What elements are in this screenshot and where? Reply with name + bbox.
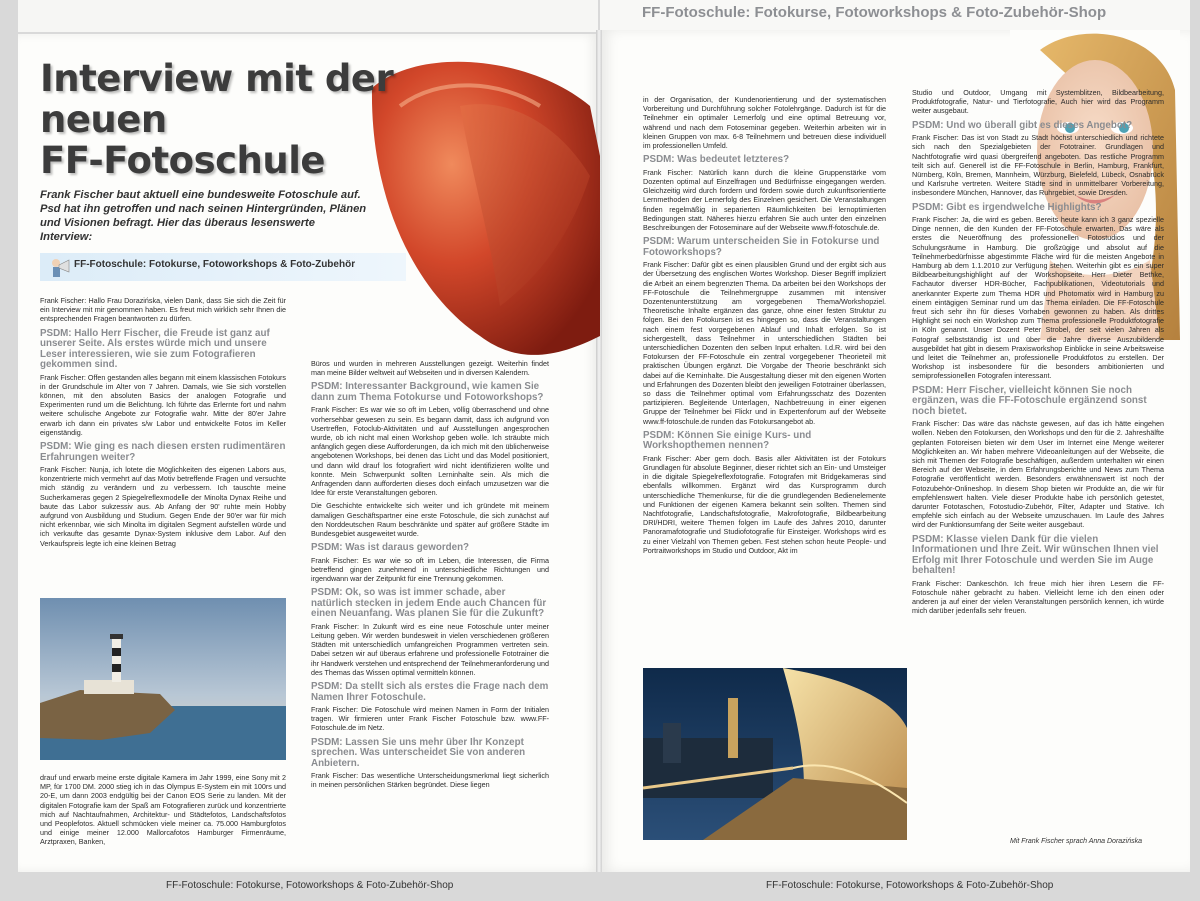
question-heading: PSDM: Können Sie einige Kurs- und Workshopthemen nennen? bbox=[643, 429, 812, 452]
question-heading: PSDM: Hallo Herr Fischer, die Freude ist ganz auf unserer Seite. Als erstes würde mich und unsere Leser interessieren, wie sie zum Fotografieren gekommen sind. bbox=[40, 327, 270, 371]
answer-paragraph: Büros und wurden in mehreren Ausstellungen gezeigt. Weiterhin findet man meine Bilder weltweit auf Webseiten und in diversen Kalendern. bbox=[311, 359, 549, 378]
column-3 bbox=[643, 95, 886, 665]
answer-paragraph: Frank Fischer: Es war wie so oft im Leben, die Interessen, die Firma betreffend gingen zunehmend in unterschiedliche Richtungen und irgendwann war der Zeitpunkt für eine Trennung gekommen. bbox=[311, 555, 549, 584]
question-heading: PSDM: Warum unterscheiden Sie in Fotokurse und Fotoworkshops? bbox=[643, 236, 880, 258]
column-4 bbox=[912, 88, 1164, 833]
question-heading: PSDM: Da stellt sich als erstes die Frage nach dem Namen Ihrer Fotoschule. bbox=[311, 681, 549, 703]
answer-paragraph: Studio und Outdoor, Umgang mit Systemblitzen, Bildbearbeitung, Produktfotografie, Natur- und Tierfotografie, Auch hier wird das Programm weiter ausgebaut. bbox=[912, 88, 1164, 116]
title-line-1: Interview mit der neuen bbox=[40, 57, 394, 141]
lighthouse-coast-photo bbox=[40, 598, 286, 760]
column-1-continued bbox=[40, 773, 286, 865]
question-heading: PSDM: Wie ging es nach diesen ersten rudimentären Erfahrungen weiter? bbox=[40, 441, 286, 463]
answer-paragraph: Frank Fischer: Offen gestanden alles begann mit einem klassischen Fotokurs in der Grundschule im Alter von 7 Jahren. Damals, wie Sie sich vorstellen können, mit den absoluten Basics der analogen Fotografie und Experimenten rund um die Belichtung. Ich führte das Erlernte fort und nahm weitere schulische Angebote zur Fotografie wahr. Mitte der 80'er Jahre erwarb ich dann ein privates s/w Labor und entwickelte Fotos im Keller eigenständig. bbox=[40, 372, 286, 437]
question-heading: PSDM: Und wo überall gibt es dieses Angebot? bbox=[912, 119, 1133, 131]
answer-paragraph: Frank Fischer: Dankeschön. Ich freue mich hier ihren Lesern die FF-Fotoschule näher gebracht zu haben. Vielleicht lerne ich den einen oder anderen ja auf einer der vielen Veranstaltungen persönlich kennen, ich würde mich darüber jedenfalls sehr freuen. bbox=[912, 578, 1164, 616]
answer-paragraph: Frank Fischer: Nunja, ich lotete die Möglichkeiten des eigenen Labors aus, konzentrierte mich vermehrt auf das Motiv betreffende Fragen und versuchte mich ständig zu verändern und zu verbessern. Ich tauschte meine Sucherkameras gegen 2 Spiegelreflexmodelle der Minolta Dynax Reihe und baute das Labor sukzessiv aus. Ab Anfang der 90' ruhte mein Hobby aufgrund von Ausbildung und Studium. Gegen Ende der 90'er war für mich nicht erkennbar, wie sich Minolta im digitalen Segment aufstellen würde und ich verkaufte das gesamte Dynax-System inklusive dem Labor. Auf den Verkaufspreis legte ich eine kleinen Betrag bbox=[40, 465, 286, 548]
night-bridge-photo bbox=[643, 668, 907, 840]
question-heading: PSDM: Ok, so was ist immer schade, aber natürlich stecken in jedem Ende auch Chancen für einen Neuanfang. Was planen Sie für die Zukunft? bbox=[311, 587, 547, 620]
intro-text: Frank Fischer baut aktuell eine bundesweite Fotoschule auf. Psd hat ihn getroffen und nach seinen Hintergründen, Plänen und Visionen befragt. Hier das überaus lesenswerte Interview: bbox=[40, 189, 367, 243]
running-head: FF-Fotoschule: Fotokurse, Fotoworkshops & Foto-Zubehör-Shop bbox=[642, 4, 1107, 21]
footer-right: FF-Fotoschule: Fotokurse, Fotoworkshops & Foto-Zubehör-Shop bbox=[766, 880, 1054, 891]
answer-paragraph: Frank Fischer: Das wäre das nächste gewesen, auf das ich hätte eingehen wollen. Neben den Fotokursen, den Workshops und den für die 2. Jahreshälfte geplanten Fotoreisen bieten wir dem User im Internet eine Menge weiterer Möglichkeiten an. Wir haben mehrere Videoanleitungen auf der Webseite, die sich mit Themen der Fotografie beschäftigen, außerdem unterhalten wir einen Bereich auf der Webseite, in dem Erfahrungsberichte und News zum Thema Fotografie veröffentlicht werden. Besonders erwähnenswert ist noch der Fotozubehör-Onlineshop. In diesem Shop bieten wir Produkte an, die wir für empfehlenswert halten. Viele dieser Produkte habe ich persönlich getestet, darunter Fototaschen, Fotostudio-Zubehör, Filter, Adapter und Stative. Ich empfehle sich einfach au der Webseite umzuschauen. Im Laufe des Jahres wird der Funktionsumfang der Seite weiter ausgebaut. bbox=[912, 419, 1164, 530]
question-heading: PSDM: Was bedeutet letzteres? bbox=[643, 154, 790, 166]
question-heading: PSDM: Was ist daraus geworden? bbox=[311, 542, 470, 554]
megaphone-icon bbox=[48, 255, 72, 279]
answer-paragraph: Frank Fischer: Natürlich kann durch die kleine Gruppenstärke vom Dozenten optimal auf Einzelfragen und Bedürfnisse eingegangen werden. Gleichzeitig wird durch fordern und fördern sowie durch zukunftsorientierte Lernmethoden der Lernerfolg des Einzelnen gesichert. Die Veranstaltungen finden regelmäßig in separierten Räumlichkeiten bei lernoptimierten Bedingungen statt. Näheres hierzu erfahren Sie auch unter den einzelnen Beschreibungen der Fotoseminare auf der Webseite www.ff-fotoschule.de. bbox=[643, 167, 886, 232]
page-title bbox=[40, 58, 460, 181]
answer-paragraph: Frank Fischer: Es war wie so oft im Leben, völlig überraschend und ohne vorhersehbar gewesen zu sein. Es begann damit, dass ich aufgrund von Usertreffen, Fotoclub-Aktivitäten und auf Ausstellungen angesprochen wurde, ob ich nicht mal einen Workshop geben wolle. Ich sträubte mich anfänglich gegen diese Aufforderungen, da ich mich mit den üblicherweise angebotenen Workshops, bei denen das Licht und das Model positioniert, und dann wild drauf los fotografiert wird nicht identifizieren wollte und konnte. Mein Schwerpunkt sollten Lerninhalte sein. Als mich die Anfragenden dann aufforderten dieses doch einfach umzusetzen war die Idee für erste Veranstaltungen geboren. bbox=[311, 405, 549, 498]
column-2 bbox=[311, 359, 549, 867]
answer-paragraph: Frank Fischer: Dafür gibt es einen plausiblen Grund und der ergibt sich aus der Übersetzung des englischen Wortes Workshop. Dieser Begriff impliziert die Arbeit an einem begrenzten Thema. Da arbeiten bei den Workshops der FF-Fotoschule die Teilnehmergruppe zusammen mit intensiver Dozentenunterstützung am vorgegebenen Thema/Workshopziel. Theoretische Inhalte ergänzen das ganze, ohne einer festen Struktur zu folgen. Bei den Fotokursen ist es hingegen so, dass die Veranstaltungen nach einem fest vorgegebenen Ablauf und Inhalt erfolgen. So ist sichergestellt, dass Teilnehmer in unterschiedlichen Städten bei unterschiedlichen Dozenten den selben Input erhalten. I.d.R. wird bei den Fotokursen der FF-Fotoschule ein zentral vorgegebener Theorieteil mit praktischen Übungen ergänzt. Die Vorgabe der Theorie beschränkt sich dabei auf die Kerninhalte. Die Ausgestaltung dieser mit den eigenen Worten und Erfahrungen des Dozenten bleibt den jeweiligen Fototrainer überlassen, so dass die Teilnehmer optimal vom Erfahrungsschatz des Dozenten partizipieren. Begleitende Unterlagen, Nachbetreuung in einer eigenen Gruppe der Teilnehmer bei Flickr und in Expertenforum auf der Webseite www.ff-fotoschule.de runden das Fotokursangebot ab. bbox=[643, 260, 886, 426]
answer-paragraph: Frank Fischer: Das wesentliche Unterscheidungsmerkmal liegt sicherlich in meinen persönlichen Stärken begründet. Diese liegen bbox=[311, 771, 549, 790]
question-heading: PSDM: Herr Fischer, vielleicht können Sie noch ergänzen, was die FF-Fotoschule ergänzend sonst noch bietet. bbox=[912, 384, 1147, 417]
answer-paragraph: in der Organisation, der Kundenorientierung und der systematischen Vorbereitung und Durchführung solcher Fotolehrgänge. Dadurch ist für die Teilnehmer ein optimaler Lernerfolg und eine optimal Betreuung vor, während und nach dem Fotoseminar gegeben. Weiterhin arbeiten wir in kleinen Gruppen von max. 6-8 Teilnehmern und betreuen diese individuell im professionellen Umfeld. bbox=[643, 95, 886, 151]
top-strip-left bbox=[18, 0, 598, 32]
title-line-2: FF-Fotoschule bbox=[40, 139, 325, 182]
footer-left: FF-Fotoschule: Fotokurse, Fotoworkshops & Foto-Zubehör-Shop bbox=[166, 880, 454, 891]
interview-paragraph: Frank Fischer: Hallo Frau Dorazińska, vielen Dank, dass Sie sich die Zeit für ein Interview mit mir genommen haben. Es freut mich wirklich sehr Ihnen die entsprechenden Fragen beantworten zu dürfen. bbox=[40, 296, 286, 324]
answer-paragraph: Frank Fischer: Ja, die wird es geben. Bereits heute kann ich 3 ganz spezielle Dinge nennen, die den Kunden der FF-Fotoschule erwarten. Das wäre als erstes die Neueröffnung des professionellen Fotostudios und der Schulungsräume in Hamburg. Die großzügige und absolut auf die Teilnehmerbedürfnisse abgestimmte Fläche wird für die meisten Angebote in Hamburg ab dem 1.1.2010 zur Verfügung stehen. Weiterhin gibt es ein super Bildbearbeitungshighlight auf der Workshopseite. Herr Dieter Bethke, Fachautor diverser HDR-Bücher, Fachpublikationen, Videotutorials und anerkannter Experte zum Thema HDR und Photomatix wird in Hamburg zu einem eintägigen Seminar rund um das Thema einladen. Die FF-Fotoschule freut sich sehr ihn für dieses Vorhaben gewonnen zu haben. Als drittes Highlight sei noch ein Workshop zum Thema professionelle Produktfotografie in Köln genannt. Unser Dozent Peter Strobel, der seit vielen Jahren als Fotograf selbstständig ist und über die Jahre diverse Auszubildende ausgebildet hat gibt in diesem Praxisworkshop Einblicke in seine Arbeitsweise und leitet die Teilnehmer an, professionelle Produktfotos zu erstellen. Der Workshop ist insbesondere für die besonders ambitionierten und semiprofessionellen Fotografen interessant. bbox=[912, 215, 1164, 381]
banner-text: FF-Fotoschule: Fotokurse, Fotoworkshops & Foto-Zubehör bbox=[74, 259, 356, 270]
question-heading: PSDM: Gibt es irgendwelche Highlights? bbox=[912, 201, 1102, 213]
answer-paragraph: Frank Fischer: Das ist von Stadt zu Stadt höchst unterschiedlich und richtete sich nach den Spezialgebieten der Fototrainer. Grundlagen und Nachtfotografie wird quasi übergreifend angeboten. Das restliche Programm teilt sich auf. Generell ist die FF-Fotoschule in Berlin, Hamburg, Frankfurt, Nürnberg, Köln, Bremen, Mannheim, Würzburg, Bielefeld, Lübeck, Osnabrück und Karlsruhe vertreten. Weitere Städte sind in unmittelbarer Vorbereitung, insbesondere München, Hannover, das Ruhrgebiet, sowie Dresden. bbox=[912, 133, 1164, 198]
question-heading: PSDM: Klasse vielen Dank für die vielen Informationen und Ihre Zeit. Wir wünschen Ihnen viel Erfolg mit Ihrer Fotoschule und werden Sie im Auge behalten! bbox=[912, 533, 1159, 577]
author-credit: Mit Frank Fischer sprach Anna Dorazińska bbox=[1010, 838, 1143, 845]
question-heading: PSDM: Lassen Sie uns mehr über Ihr Konzept sprechen. Was unterscheidet Sie von anderen Anbietern. bbox=[311, 736, 526, 769]
answer-paragraph: Frank Fischer: Aber gern doch. Basis aller Aktivitäten ist der Fotokurs Grundlagen für absolute Beginner, dieser richtet sich an Ein- und Umsteiger in die digitale Spiegelreflexfotografie. Fotografen mit Bridgekameras sind ebenfalls willkommen. Ergänzt wird das Kursprogramm durch unterschiedliche Themenkurse, für die die grundlegenden Bedienelemente und Funktionen der eigenen Kamera bekannt sein sollten. Themen sind Nachtfotografie, Landschaftsfotografie, Makrofotografie, Bildbearbeitung DRI/HDRI, weitere Themen folgen im Laufe des Jahres 2010, darunter Panoramafotografie und Studiofotografie für Einsteiger. Workshops wird es zu einer Vielzahl von Themen geben. Fest stehen schon heute People- und Portraitworkshops im Studio und Outdoor, Akt im bbox=[643, 453, 886, 555]
answer-paragraph: drauf und erwarb meine erste digitale Kamera im Jahr 1999, eine Sony mit 2 MP, für 1700 DM. 2000 stieg ich in das Olympus E-System ein mit 100rs und 20-E, um dann 2003 endgültig bei der Canon EOS Serie zu landen. Mit der digitalen Fotografie kam der Spaß am Fotografieren zurück und konzentrierte mich auf Nachtaufnahmen, Architektur- und Städtefotos, Landschaftsfotos und Peoplefotos. Aktuell schmücken viele meiner ca. 75.000 Hamburgfotos und einige meiner 12.000 Mallorcafotos Hamburger Firmenräume, Arztpraxen, Banken, bbox=[40, 773, 286, 847]
ff-banner[interactable] bbox=[40, 253, 406, 281]
answer-paragraph: Frank Fischer: Die Fotoschule wird meinen Namen in Form der Initialen tragen. Wir firmieren unter Frank Fischer Fotoschule bzw. www.FF-Fotoschule.de im Netz. bbox=[311, 705, 549, 733]
column-1 bbox=[40, 296, 286, 596]
answer-paragraph: Die Geschichte entwickelte sich weiter und ich gründete mit meinem damaligen Geschäftspartner eine erste Fotoschule, die sich zunächst auf den Norddeutschen Raum beschränkte und später auf größere Städte im Bundesgebiet ausgeweitet wurde. bbox=[311, 501, 549, 539]
question-heading: PSDM: Interessanter Background, wie kamen Sie dann zum Thema Fotokurse und Fotoworkshops? bbox=[311, 381, 544, 403]
answer-paragraph: Frank Fischer: In Zukunft wird es eine neue Fotoschule unter meiner Leitung geben. Wir werden bundesweit in vielen verschiedenen größeren Städten mit unterschiedlich umfangreichen Programmen vertreten sein. Dabei setzen wir auf überaus erfahrene und professionelle Fototrainer die ihr Handwerk verstehen und entsprechend der Teilnehmeranforderung und des Themas das Wissen optimal vermitteln können. bbox=[311, 621, 549, 677]
